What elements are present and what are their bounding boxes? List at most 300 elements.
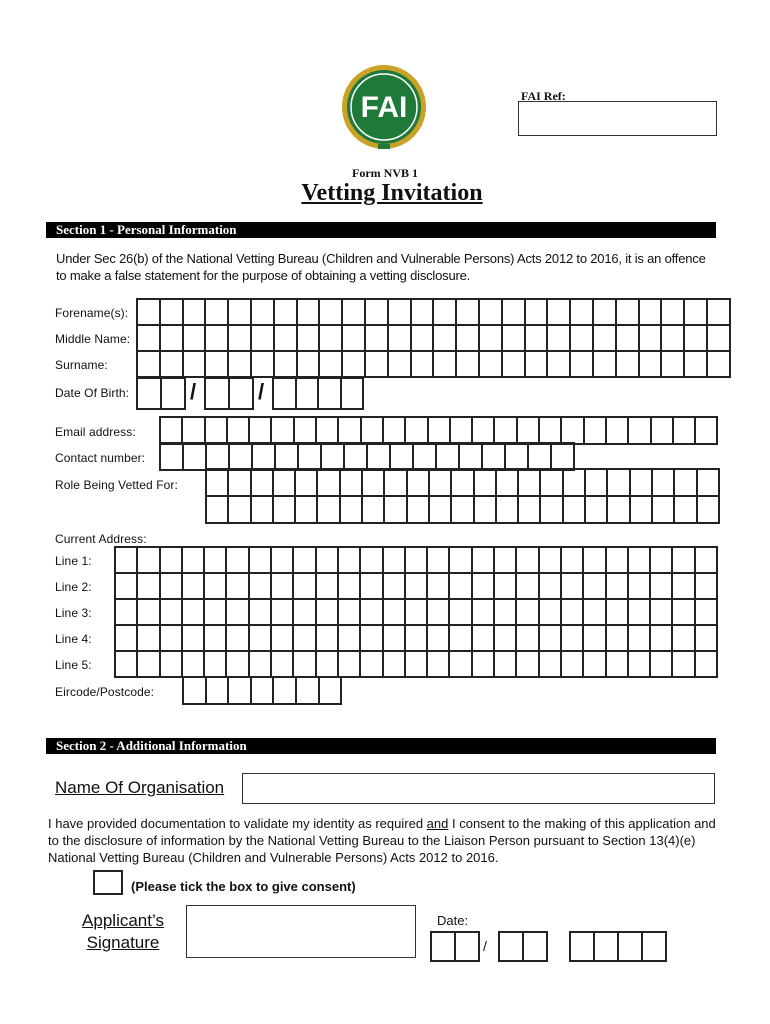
address-char-box[interactable] xyxy=(116,652,138,678)
role-char-box[interactable] xyxy=(274,470,296,497)
address-char-box[interactable] xyxy=(406,600,428,626)
date-day-input[interactable] xyxy=(430,931,480,962)
role-char-box[interactable] xyxy=(608,470,630,497)
email-char-box[interactable] xyxy=(495,418,517,445)
address-char-box[interactable] xyxy=(294,548,316,574)
eircode-char-box[interactable] xyxy=(274,678,297,705)
address-char-box[interactable] xyxy=(406,574,428,600)
email-char-box[interactable] xyxy=(183,418,205,445)
address-char-box[interactable] xyxy=(361,574,383,600)
name-char-box[interactable] xyxy=(252,326,275,352)
address-char-box[interactable] xyxy=(205,626,227,652)
role-char-box[interactable] xyxy=(653,497,675,524)
name-char-box[interactable] xyxy=(457,326,480,352)
name-char-box[interactable] xyxy=(389,300,412,326)
address-char-box[interactable] xyxy=(161,548,183,574)
address-char-box[interactable] xyxy=(116,548,138,574)
address-char-box[interactable] xyxy=(562,600,584,626)
address-char-box[interactable] xyxy=(696,626,718,652)
name-char-box[interactable] xyxy=(457,352,480,378)
address-char-box[interactable] xyxy=(161,600,183,626)
address-char-box[interactable] xyxy=(517,548,539,574)
role-char-box[interactable] xyxy=(318,470,340,497)
address-char-box[interactable] xyxy=(116,626,138,652)
name-char-box[interactable] xyxy=(708,352,731,378)
address-char-box[interactable] xyxy=(384,548,406,574)
role-char-box[interactable] xyxy=(385,497,407,524)
role-char-box[interactable] xyxy=(363,497,385,524)
email-char-box[interactable] xyxy=(540,418,562,445)
address-char-box[interactable] xyxy=(428,600,450,626)
name-char-box[interactable] xyxy=(184,326,207,352)
date-char-box[interactable] xyxy=(524,933,548,962)
role-char-box[interactable] xyxy=(608,497,630,524)
role-char-box[interactable] xyxy=(408,470,430,497)
contact-char-box[interactable] xyxy=(368,444,391,471)
address-char-box[interactable] xyxy=(607,574,629,600)
role-char-box[interactable] xyxy=(318,497,340,524)
role-char-box[interactable] xyxy=(452,497,474,524)
address-char-box[interactable] xyxy=(562,652,584,678)
address-char-box[interactable] xyxy=(473,574,495,600)
name-char-box[interactable] xyxy=(503,352,526,378)
name-char-box[interactable] xyxy=(434,352,457,378)
address-char-box[interactable] xyxy=(227,574,249,600)
address-grid[interactable] xyxy=(114,546,718,678)
dob-day-input[interactable] xyxy=(136,377,186,410)
role-char-box[interactable] xyxy=(519,497,541,524)
name-char-box[interactable] xyxy=(526,300,549,326)
date-char-box[interactable] xyxy=(432,933,456,962)
role-char-box[interactable] xyxy=(385,470,407,497)
address-char-box[interactable] xyxy=(317,600,339,626)
address-char-box[interactable] xyxy=(205,548,227,574)
address-char-box[interactable] xyxy=(517,600,539,626)
address-char-box[interactable] xyxy=(562,626,584,652)
address-char-box[interactable] xyxy=(562,574,584,600)
name-char-box[interactable] xyxy=(184,300,207,326)
role-char-box[interactable] xyxy=(698,497,720,524)
email-char-box[interactable] xyxy=(206,418,228,445)
address-char-box[interactable] xyxy=(473,548,495,574)
name-char-box[interactable] xyxy=(366,352,389,378)
address-char-box[interactable] xyxy=(428,652,450,678)
address-char-box[interactable] xyxy=(495,652,517,678)
role-char-box[interactable] xyxy=(586,470,608,497)
email-char-box[interactable] xyxy=(451,418,473,445)
name-char-box[interactable] xyxy=(161,326,184,352)
name-char-box[interactable] xyxy=(275,300,298,326)
address-char-box[interactable] xyxy=(161,574,183,600)
date-char-box[interactable] xyxy=(595,933,619,962)
role-char-box[interactable] xyxy=(541,497,563,524)
role-char-box[interactable] xyxy=(452,470,474,497)
address-char-box[interactable] xyxy=(183,652,205,678)
signature-box[interactable] xyxy=(186,905,416,958)
dob-char-box[interactable] xyxy=(138,379,162,410)
role-char-box[interactable] xyxy=(497,497,519,524)
address-char-box[interactable] xyxy=(584,652,606,678)
address-char-box[interactable] xyxy=(205,600,227,626)
role-char-box[interactable] xyxy=(341,470,363,497)
email-char-box[interactable] xyxy=(518,418,540,445)
role-char-box[interactable] xyxy=(363,470,385,497)
address-char-box[interactable] xyxy=(250,574,272,600)
contact-char-box[interactable] xyxy=(207,444,230,471)
address-char-box[interactable] xyxy=(607,652,629,678)
organisation-input[interactable] xyxy=(242,773,715,804)
name-char-box[interactable] xyxy=(229,300,252,326)
address-char-box[interactable] xyxy=(495,548,517,574)
role-grid[interactable] xyxy=(205,468,720,524)
address-char-box[interactable] xyxy=(673,600,695,626)
role-char-box[interactable] xyxy=(252,470,274,497)
contact-grid[interactable] xyxy=(159,442,575,471)
name-char-box[interactable] xyxy=(617,326,640,352)
date-month-input[interactable] xyxy=(498,931,548,962)
address-char-box[interactable] xyxy=(361,626,383,652)
email-char-box[interactable] xyxy=(674,418,696,445)
name-char-box[interactable] xyxy=(685,300,708,326)
email-grid[interactable] xyxy=(159,416,718,445)
contact-char-box[interactable] xyxy=(391,444,414,471)
address-char-box[interactable] xyxy=(673,626,695,652)
email-char-box[interactable] xyxy=(272,418,294,445)
name-char-box[interactable] xyxy=(571,352,594,378)
role-char-box[interactable] xyxy=(341,497,363,524)
contact-char-box[interactable] xyxy=(529,444,552,471)
name-char-box[interactable] xyxy=(298,300,321,326)
role-char-box[interactable] xyxy=(207,470,229,497)
address-char-box[interactable] xyxy=(339,652,361,678)
address-char-box[interactable] xyxy=(540,600,562,626)
address-char-box[interactable] xyxy=(607,600,629,626)
address-char-box[interactable] xyxy=(138,548,160,574)
role-char-box[interactable] xyxy=(698,470,720,497)
address-char-box[interactable] xyxy=(607,626,629,652)
date-char-box[interactable] xyxy=(643,933,667,962)
address-char-box[interactable] xyxy=(540,548,562,574)
name-char-box[interactable] xyxy=(252,352,275,378)
address-char-box[interactable] xyxy=(450,574,472,600)
address-char-box[interactable] xyxy=(696,548,718,574)
eircode-char-box[interactable] xyxy=(297,678,320,705)
contact-char-box[interactable] xyxy=(506,444,529,471)
address-char-box[interactable] xyxy=(406,548,428,574)
address-char-box[interactable] xyxy=(183,548,205,574)
address-char-box[interactable] xyxy=(138,574,160,600)
date-char-box[interactable] xyxy=(571,933,595,962)
address-char-box[interactable] xyxy=(161,626,183,652)
name-char-box[interactable] xyxy=(594,352,617,378)
email-char-box[interactable] xyxy=(429,418,451,445)
name-char-box[interactable] xyxy=(206,326,229,352)
address-char-box[interactable] xyxy=(161,652,183,678)
email-char-box[interactable] xyxy=(585,418,607,445)
address-char-box[interactable] xyxy=(651,548,673,574)
address-char-box[interactable] xyxy=(651,574,673,600)
address-char-box[interactable] xyxy=(272,548,294,574)
address-char-box[interactable] xyxy=(294,652,316,678)
role-char-box[interactable] xyxy=(296,470,318,497)
contact-char-box[interactable] xyxy=(322,444,345,471)
eircode-char-box[interactable] xyxy=(320,678,343,705)
address-char-box[interactable] xyxy=(629,652,651,678)
role-char-box[interactable] xyxy=(430,470,452,497)
address-char-box[interactable] xyxy=(183,574,205,600)
address-char-box[interactable] xyxy=(673,574,695,600)
name-char-box[interactable] xyxy=(662,300,685,326)
eircode-char-box[interactable] xyxy=(252,678,275,705)
role-char-box[interactable] xyxy=(564,470,586,497)
contact-char-box[interactable] xyxy=(460,444,483,471)
address-char-box[interactable] xyxy=(673,548,695,574)
address-char-box[interactable] xyxy=(584,574,606,600)
address-char-box[interactable] xyxy=(317,626,339,652)
name-char-box[interactable] xyxy=(662,352,685,378)
address-char-box[interactable] xyxy=(629,600,651,626)
address-char-box[interactable] xyxy=(473,626,495,652)
name-char-box[interactable] xyxy=(617,300,640,326)
address-char-box[interactable] xyxy=(406,626,428,652)
address-char-box[interactable] xyxy=(205,574,227,600)
address-char-box[interactable] xyxy=(250,548,272,574)
address-char-box[interactable] xyxy=(651,626,673,652)
email-char-box[interactable] xyxy=(607,418,629,445)
address-char-box[interactable] xyxy=(428,548,450,574)
name-char-box[interactable] xyxy=(252,300,275,326)
address-char-box[interactable] xyxy=(339,626,361,652)
name-char-box[interactable] xyxy=(617,352,640,378)
address-char-box[interactable] xyxy=(227,626,249,652)
address-char-box[interactable] xyxy=(361,652,383,678)
address-char-box[interactable] xyxy=(584,600,606,626)
dob-char-box[interactable] xyxy=(297,379,320,410)
dob-char-box[interactable] xyxy=(206,379,230,410)
name-char-box[interactable] xyxy=(526,352,549,378)
dob-year-input[interactable] xyxy=(272,377,364,410)
name-char-box[interactable] xyxy=(412,326,435,352)
name-char-box[interactable] xyxy=(503,300,526,326)
contact-char-box[interactable] xyxy=(345,444,368,471)
address-char-box[interactable] xyxy=(272,600,294,626)
address-char-box[interactable] xyxy=(562,548,584,574)
dob-month-input[interactable] xyxy=(204,377,254,410)
email-char-box[interactable] xyxy=(384,418,406,445)
address-char-box[interactable] xyxy=(517,574,539,600)
address-char-box[interactable] xyxy=(317,652,339,678)
name-char-box[interactable] xyxy=(389,352,412,378)
address-char-box[interactable] xyxy=(339,574,361,600)
address-char-box[interactable] xyxy=(116,600,138,626)
address-char-box[interactable] xyxy=(250,600,272,626)
contact-char-box[interactable] xyxy=(253,444,276,471)
role-char-box[interactable] xyxy=(586,497,608,524)
name-char-box[interactable] xyxy=(138,300,161,326)
email-char-box[interactable] xyxy=(562,418,584,445)
date-year-input[interactable] xyxy=(569,931,667,962)
address-char-box[interactable] xyxy=(138,600,160,626)
name-char-box[interactable] xyxy=(640,300,663,326)
address-char-box[interactable] xyxy=(673,652,695,678)
role-char-box[interactable] xyxy=(497,470,519,497)
role-char-box[interactable] xyxy=(207,497,229,524)
address-char-box[interactable] xyxy=(205,652,227,678)
address-char-box[interactable] xyxy=(294,600,316,626)
fai-ref-input[interactable] xyxy=(518,101,717,136)
address-char-box[interactable] xyxy=(584,626,606,652)
address-char-box[interactable] xyxy=(540,574,562,600)
contact-char-box[interactable] xyxy=(437,444,460,471)
name-char-box[interactable] xyxy=(412,352,435,378)
address-char-box[interactable] xyxy=(138,626,160,652)
name-char-box[interactable] xyxy=(138,326,161,352)
email-char-box[interactable] xyxy=(339,418,361,445)
email-char-box[interactable] xyxy=(228,418,250,445)
name-char-box[interactable] xyxy=(206,352,229,378)
name-char-box[interactable] xyxy=(480,300,503,326)
address-char-box[interactable] xyxy=(317,574,339,600)
contact-char-box[interactable] xyxy=(552,444,575,471)
address-char-box[interactable] xyxy=(495,600,517,626)
date-char-box[interactable] xyxy=(456,933,480,962)
name-char-box[interactable] xyxy=(571,326,594,352)
email-char-box[interactable] xyxy=(250,418,272,445)
name-char-box[interactable] xyxy=(548,300,571,326)
address-char-box[interactable] xyxy=(428,626,450,652)
name-char-box[interactable] xyxy=(161,300,184,326)
consent-checkbox[interactable] xyxy=(93,870,123,895)
name-char-box[interactable] xyxy=(161,352,184,378)
address-char-box[interactable] xyxy=(584,548,606,574)
address-char-box[interactable] xyxy=(294,574,316,600)
role-char-box[interactable] xyxy=(229,470,251,497)
date-char-box[interactable] xyxy=(619,933,643,962)
contact-char-box[interactable] xyxy=(230,444,253,471)
role-char-box[interactable] xyxy=(430,497,452,524)
address-char-box[interactable] xyxy=(250,652,272,678)
contact-char-box[interactable] xyxy=(483,444,506,471)
address-char-box[interactable] xyxy=(495,626,517,652)
role-char-box[interactable] xyxy=(653,470,675,497)
name-char-box[interactable] xyxy=(685,326,708,352)
name-char-box[interactable] xyxy=(229,352,252,378)
eircode-char-box[interactable] xyxy=(229,678,252,705)
address-char-box[interactable] xyxy=(384,574,406,600)
address-char-box[interactable] xyxy=(540,626,562,652)
address-char-box[interactable] xyxy=(517,652,539,678)
address-char-box[interactable] xyxy=(227,652,249,678)
name-char-box[interactable] xyxy=(275,352,298,378)
name-char-box[interactable] xyxy=(320,300,343,326)
address-char-box[interactable] xyxy=(607,548,629,574)
role-char-box[interactable] xyxy=(519,470,541,497)
eircode-input[interactable] xyxy=(182,676,342,705)
address-char-box[interactable] xyxy=(116,574,138,600)
contact-char-box[interactable] xyxy=(299,444,322,471)
address-char-box[interactable] xyxy=(339,548,361,574)
name-char-box[interactable] xyxy=(366,300,389,326)
name-char-box[interactable] xyxy=(548,326,571,352)
address-char-box[interactable] xyxy=(361,600,383,626)
name-char-box[interactable] xyxy=(184,352,207,378)
role-char-box[interactable] xyxy=(564,497,586,524)
address-char-box[interactable] xyxy=(428,574,450,600)
address-char-box[interactable] xyxy=(272,652,294,678)
name-char-box[interactable] xyxy=(685,352,708,378)
name-char-box[interactable] xyxy=(320,352,343,378)
date-char-box[interactable] xyxy=(500,933,524,962)
address-char-box[interactable] xyxy=(696,652,718,678)
contact-char-box[interactable] xyxy=(184,444,207,471)
address-char-box[interactable] xyxy=(227,548,249,574)
dob-char-box[interactable] xyxy=(162,379,186,410)
address-char-box[interactable] xyxy=(294,626,316,652)
name-char-box[interactable] xyxy=(434,300,457,326)
address-char-box[interactable] xyxy=(696,574,718,600)
address-char-box[interactable] xyxy=(517,626,539,652)
email-char-box[interactable] xyxy=(473,418,495,445)
role-char-box[interactable] xyxy=(541,470,563,497)
address-char-box[interactable] xyxy=(651,652,673,678)
address-char-box[interactable] xyxy=(629,626,651,652)
address-char-box[interactable] xyxy=(317,548,339,574)
address-char-box[interactable] xyxy=(138,652,160,678)
name-char-box[interactable] xyxy=(708,326,731,352)
name-char-box[interactable] xyxy=(708,300,731,326)
name-char-box[interactable] xyxy=(571,300,594,326)
role-char-box[interactable] xyxy=(631,497,653,524)
address-char-box[interactable] xyxy=(495,574,517,600)
name-char-box[interactable] xyxy=(343,326,366,352)
address-char-box[interactable] xyxy=(183,600,205,626)
eircode-char-box[interactable] xyxy=(207,678,230,705)
name-char-box[interactable] xyxy=(320,326,343,352)
email-char-box[interactable] xyxy=(629,418,651,445)
address-char-box[interactable] xyxy=(450,548,472,574)
name-char-box[interactable] xyxy=(229,326,252,352)
address-char-box[interactable] xyxy=(473,600,495,626)
name-char-box[interactable] xyxy=(366,326,389,352)
role-char-box[interactable] xyxy=(229,497,251,524)
role-char-box[interactable] xyxy=(475,497,497,524)
name-char-box[interactable] xyxy=(343,300,366,326)
name-char-box[interactable] xyxy=(594,326,617,352)
address-char-box[interactable] xyxy=(183,626,205,652)
name-char-box[interactable] xyxy=(594,300,617,326)
name-char-box[interactable] xyxy=(412,300,435,326)
address-char-box[interactable] xyxy=(450,626,472,652)
address-char-box[interactable] xyxy=(651,600,673,626)
email-char-box[interactable] xyxy=(406,418,428,445)
address-char-box[interactable] xyxy=(384,626,406,652)
name-char-box[interactable] xyxy=(480,326,503,352)
name-char-box[interactable] xyxy=(298,352,321,378)
email-char-box[interactable] xyxy=(696,418,718,445)
name-char-box[interactable] xyxy=(298,326,321,352)
address-char-box[interactable] xyxy=(629,548,651,574)
role-char-box[interactable] xyxy=(675,470,697,497)
address-char-box[interactable] xyxy=(272,626,294,652)
address-char-box[interactable] xyxy=(450,652,472,678)
name-char-box[interactable] xyxy=(526,326,549,352)
address-char-box[interactable] xyxy=(384,600,406,626)
contact-char-box[interactable] xyxy=(161,444,184,471)
email-char-box[interactable] xyxy=(362,418,384,445)
contact-char-box[interactable] xyxy=(276,444,299,471)
address-char-box[interactable] xyxy=(227,600,249,626)
address-char-box[interactable] xyxy=(629,574,651,600)
